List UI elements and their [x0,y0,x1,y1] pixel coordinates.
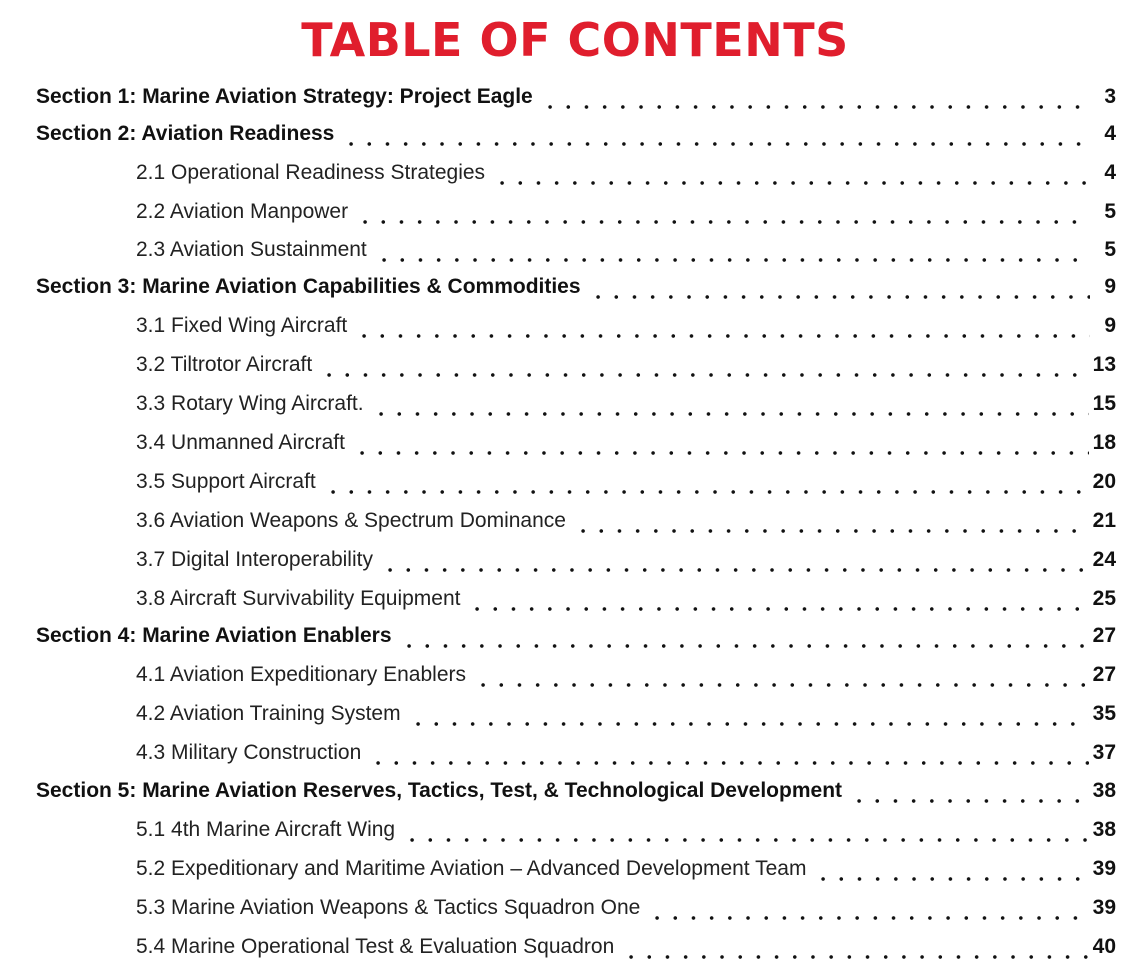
dot-leader [396,618,1089,654]
toc-entry-page: 24 [1092,548,1116,571]
dot-leader [585,269,1090,305]
toc-entry-page: 4 [1104,122,1116,145]
dot-leader [371,232,1090,268]
toc-entry-3-5[interactable] [136,464,1116,500]
dot-leader [405,696,1089,732]
toc-entry-3-3[interactable] [136,386,1116,422]
toc-entry-3-6[interactable] [136,503,1116,539]
toc-entry-2-2[interactable] [136,194,1116,230]
toc-entry-label: 5.4 Marine Operational Test & Evaluation Squadron [136,935,615,958]
toc-entry-2-1[interactable] [136,155,1116,191]
toc-entry-2-3[interactable] [136,232,1116,268]
toc-entry-3-1[interactable] [136,308,1116,344]
dot-leader [810,851,1088,887]
toc-entry-page: 9 [1104,275,1116,298]
toc-entry-label: 3.3 Rotary Wing Aircraft. [136,392,364,415]
toc-entry-section-3[interactable] [36,269,1116,305]
toc-entry-section-5[interactable] [36,773,1116,809]
toc-entry-page: 21 [1092,509,1116,532]
dot-leader [320,464,1089,500]
toc-entry-5-1[interactable] [136,812,1116,848]
page-title: TABLE OF CONTENTS [301,13,849,67]
toc-entry-page: 38 [1092,779,1116,802]
toc-entry-label: Section 4: Marine Aviation Enablers [36,624,392,647]
toc-entry-label: Section 1: Marine Aviation Strategy: Project Eagle [36,85,533,108]
dot-leader [352,194,1090,230]
dot-leader [618,929,1088,965]
toc-entry-page: 4 [1104,161,1116,184]
dot-leader [316,347,1088,383]
toc-entry-label: 2.2 Aviation Manpower [136,200,349,223]
toc-entry-label: 3.6 Aviation Weapons & Spectrum Dominance [136,509,566,532]
dot-leader [470,657,1089,693]
toc-entry-label: 3.2 Tiltrotor Aircraft [136,353,313,376]
toc-entry-4-1[interactable] [136,657,1116,693]
toc-entry-3-7[interactable] [136,542,1116,578]
toc-entry-page: 27 [1092,663,1116,686]
dot-leader [351,308,1090,344]
toc-entry-page: 15 [1092,392,1116,415]
toc-entry-label: 2.3 Aviation Sustainment [136,238,367,261]
toc-entry-page: 20 [1092,470,1116,493]
dot-leader [537,79,1090,115]
toc-entry-label: Section 5: Marine Aviation Reserves, Tactics, Test, & Technological Development [36,779,843,802]
toc-entry-label: 4.3 Military Construction [136,741,362,764]
toc-entry-label: 3.5 Support Aircraft [136,470,316,493]
toc-entry-label: 4.2 Aviation Training System [136,702,401,725]
toc-entry-page: 27 [1092,624,1116,647]
toc-entry-label: 5.2 Expeditionary and Maritime Aviation – Advanced Development Team [136,857,807,880]
toc-entry-5-4[interactable] [136,929,1116,965]
dot-leader [368,386,1089,422]
toc-entry-section-4[interactable] [36,618,1116,654]
toc-entry-page: 38 [1092,818,1116,841]
toc-entry-label: 4.1 Aviation Expeditionary Enablers [136,663,466,686]
toc-entry-3-4[interactable] [136,425,1116,461]
dot-leader [399,812,1089,848]
toc-entry-page: 25 [1092,587,1116,610]
dot-leader [644,890,1088,926]
toc-entry-5-3[interactable] [136,890,1116,926]
dot-leader [846,773,1089,809]
toc-entry-page: 13 [1092,353,1116,376]
dot-leader [349,425,1089,461]
toc-entry-4-3[interactable] [136,735,1116,771]
toc-entry-label: 3.1 Fixed Wing Aircraft [136,314,348,337]
dot-leader [365,735,1088,771]
toc-entry-page: 39 [1092,857,1116,880]
toc-entry-label: 2.1 Operational Readiness Strategies [136,161,486,184]
toc-entry-page: 5 [1104,238,1116,261]
toc-entry-label: 5.1 4th Marine Aircraft Wing [136,818,396,841]
dot-leader [377,542,1089,578]
toc-entry-section-2[interactable] [36,116,1116,152]
toc-entry-page: 3 [1104,85,1116,108]
toc-entry-3-8[interactable] [136,581,1116,617]
toc-entry-label: Section 3: Marine Aviation Capabilities & Commodities [36,275,581,298]
toc-entry-page: 9 [1104,314,1116,337]
toc-entry-page: 37 [1092,741,1116,764]
toc-entry-4-2[interactable] [136,696,1116,732]
dot-leader [338,116,1090,152]
toc-entry-page: 35 [1092,702,1116,725]
dot-leader [489,155,1090,191]
toc-entry-page: 5 [1104,200,1116,223]
toc-entry-5-2[interactable] [136,851,1116,887]
dot-leader [570,503,1089,539]
toc-entry-page: 18 [1092,431,1116,454]
toc-entry-label: 5.3 Marine Aviation Weapons & Tactics Squadron One [136,896,641,919]
toc-entry-label: 3.8 Aircraft Survivability Equipment [136,587,461,610]
dot-leader [464,581,1088,617]
toc-entry-label: Section 2: Aviation Readiness [36,122,335,145]
toc-entry-label: 3.4 Unmanned Aircraft [136,431,345,454]
toc-entry-page: 39 [1092,896,1116,919]
toc-entry-label: 3.7 Digital Interoperability [136,548,373,571]
toc-entry-page: 40 [1092,935,1116,958]
toc-entry-3-2[interactable] [136,347,1116,383]
toc-entry-section-1[interactable] [36,79,1116,115]
